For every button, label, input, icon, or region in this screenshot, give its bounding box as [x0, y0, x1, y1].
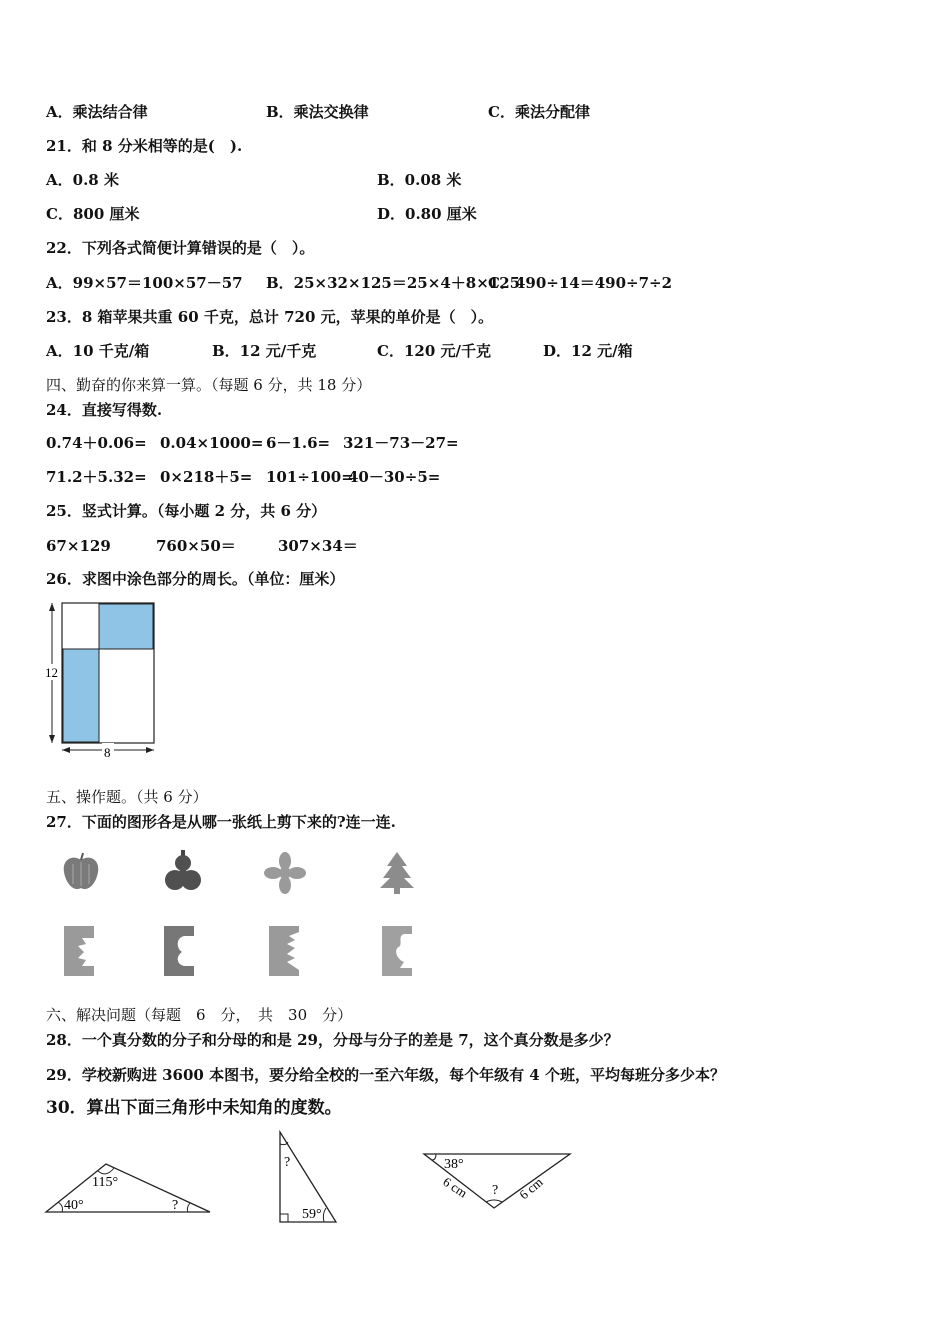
section-6-title: 六、解决问题（每题 6 分， 共 30 分） — [46, 1006, 353, 1024]
q20-option-c: C．乘法分配律 — [488, 103, 590, 121]
q23-stem: 23．8 箱苹果共重 60 千克，总计 720 元，苹果的单价是（ ）。 — [46, 308, 494, 326]
paper-cut-3 — [265, 924, 305, 978]
q25-item: 307×34＝ — [278, 537, 358, 555]
q24-item: 71.2＋5.32= — [46, 468, 147, 486]
tri3-unknown-angle: ? — [492, 1183, 499, 1198]
q25-item: 760×50＝ — [156, 537, 236, 555]
tri3-left-side: 6 cm — [440, 1173, 471, 1201]
section-5-title: 五、操作题。（共 6 分） — [46, 788, 208, 806]
gourd-shape — [160, 848, 206, 896]
q24-item: 40－30÷5= — [348, 468, 441, 486]
shaded-rect-top — [99, 604, 153, 649]
q24-item: 0×218＋5= — [160, 468, 253, 486]
q30-stem: 30．算出下面三角形中未知角的度数。 — [46, 1098, 342, 1118]
q21-stem: 21．和 8 分米相等的是( ). — [46, 137, 243, 155]
q21-option-b: B．0.08 米 — [377, 171, 462, 189]
q23-option-a: A．10 千克/箱 — [46, 342, 150, 360]
q25-item: 67×129 — [46, 537, 111, 555]
q20-option-b: B．乘法交换律 — [266, 103, 369, 121]
paper-cut-2 — [160, 924, 200, 978]
tri2-bottom-angle: 59° — [302, 1207, 322, 1222]
triangle-2 — [276, 1128, 342, 1228]
tri1-unknown-angle: ? — [172, 1198, 179, 1213]
tri1-left-angle: 40° — [64, 1198, 84, 1213]
q25-stem: 25．竖式计算。（每小题 2 分，共 6 分） — [46, 502, 327, 520]
q26-figure — [40, 598, 170, 763]
q22-option-b: B．25×32×125＝25×4＋8×125 — [266, 274, 521, 292]
paper-cut-1 — [60, 924, 100, 978]
q24-item: 0.04×1000= — [160, 434, 264, 452]
q24-stem: 24．直接写得数. — [46, 401, 163, 419]
q24-item: 6－1.6= — [266, 434, 331, 452]
paper-cut-4 — [378, 924, 418, 978]
q22-stem: 22．下列各式简便计算错误的是（ ）。 — [46, 239, 315, 257]
q26-stem: 26．求图中涂色部分的周长。（单位：厘米） — [46, 570, 345, 588]
flower-shape — [262, 850, 308, 896]
width-label: 8 — [104, 745, 111, 760]
tri3-left-angle: 38° — [444, 1157, 464, 1172]
triangle-3 — [420, 1148, 574, 1214]
q27-stem: 27．下面的图形各是从哪一张纸上剪下来的?连一连. — [46, 813, 396, 831]
q24-item: 101÷100= — [266, 468, 354, 486]
tri1-top-angle: 115° — [92, 1175, 119, 1190]
q22-option-c: C．490÷14＝490÷7÷2 — [488, 274, 673, 292]
q23-option-b: B．12 元/千克 — [212, 342, 317, 360]
q21-option-d: D．0.80 厘米 — [377, 205, 477, 223]
tree-shape — [374, 850, 420, 896]
q21-option-a: A．0.8 米 — [46, 171, 119, 189]
shaded-rect-left — [63, 649, 99, 742]
q23-option-d: D．12 元/箱 — [543, 342, 633, 360]
q28: 28．一个真分数的分子和分母的和是 29，分母与分子的差是 7，这个真分数是多少？ — [46, 1031, 619, 1049]
triangle-1 — [44, 1158, 214, 1218]
q23-option-c: C．120 元/千克 — [377, 342, 491, 360]
q24-item: 321－73－27= — [343, 434, 459, 452]
q24-item: 0.74＋0.06= — [46, 434, 147, 452]
q20-option-a: A．乘法结合律 — [46, 103, 148, 121]
q21-option-c: C．800 厘米 — [46, 205, 140, 223]
height-label: 12 — [45, 665, 58, 680]
apple-shape — [58, 850, 104, 896]
q22-option-a: A．99×57＝100×57－57 — [46, 274, 243, 292]
tri3-right-side: 6 cm — [516, 1174, 546, 1203]
q29: 29．学校新购进 3600 本图书，要分给全校的一至六年级，每个年级有 4 个班，平均每班分多少本？ — [46, 1066, 725, 1084]
section-4-title: 四、勤奋的你来算一算。（每题 6 分，共 18 分） — [46, 376, 372, 394]
tri2-unknown-angle: ? — [284, 1155, 291, 1170]
